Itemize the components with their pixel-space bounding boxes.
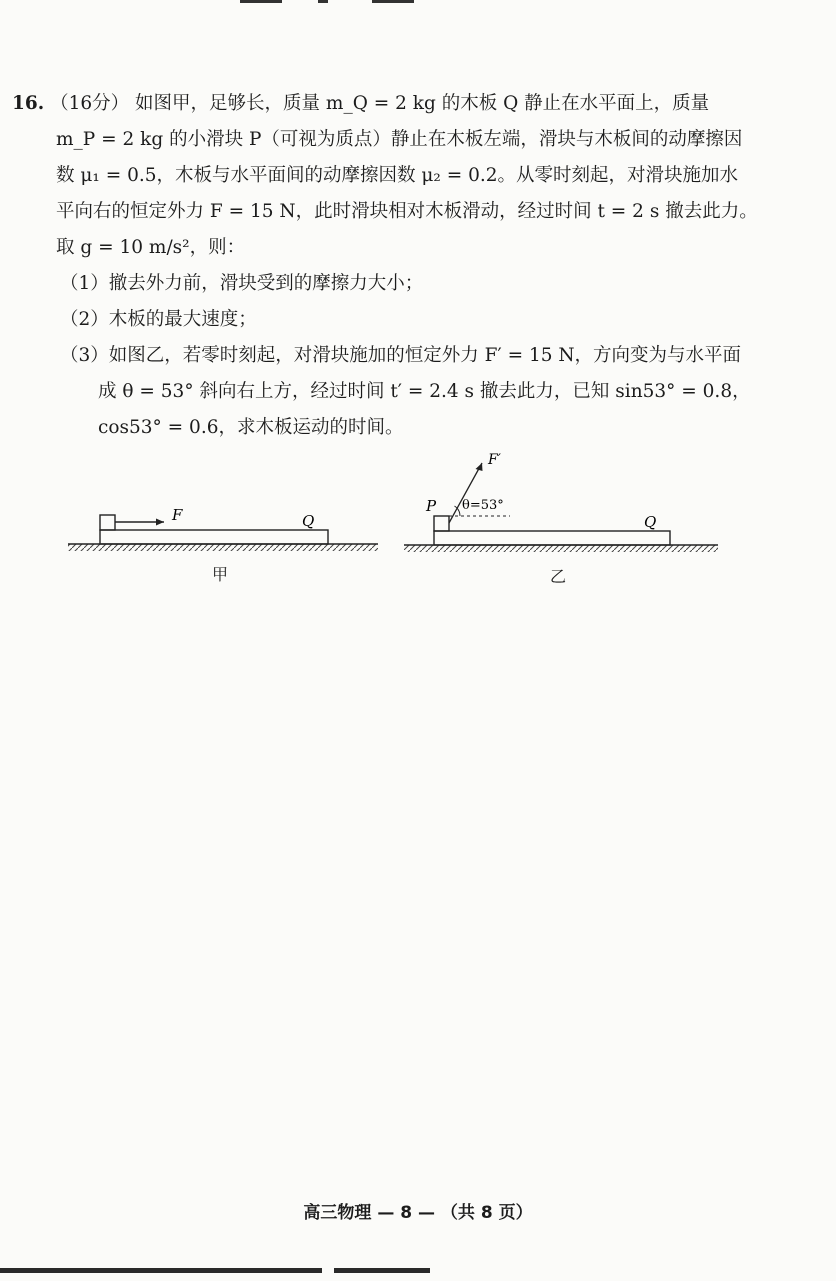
question-points: （16分） [50, 93, 130, 114]
figure-b-caption: 乙 [550, 567, 567, 586]
question-line-5: 取 g = 10 m/s²，则： [56, 237, 246, 258]
page-footer: 高三物理 — 8 — （共 8 页） [303, 1203, 533, 1223]
force-label: F′ [488, 452, 501, 468]
board-q [434, 531, 670, 545]
block-p [434, 516, 449, 531]
board-label: Q [644, 513, 657, 531]
sub-question-2: （2）木板的最大速度； [60, 309, 257, 330]
block-label: P [426, 497, 437, 515]
figure-a-caption: 甲 [212, 565, 229, 584]
force-label: F [172, 506, 183, 524]
force-arrowhead [156, 519, 164, 526]
question-line-1 [12, 86, 802, 122]
sub-question-1: （1）撤去外力前，滑块受到的摩擦力大小； [60, 273, 424, 294]
sub-question-3-line-3: cos53° = 0.6，求木板运动的时间。 [98, 417, 404, 438]
question-line-2: m_P = 2 kg 的小滑块 P（可视为质点）静止在木板左端，滑块与木板间的动摩擦因 [56, 129, 743, 150]
board-label: Q [302, 512, 315, 530]
ground-hatch [68, 544, 378, 551]
force-arrow [449, 463, 482, 523]
figure-a [60, 500, 390, 560]
figure-b [398, 448, 728, 560]
sub-question-3-line-1: （3）如图乙，若零时刻起，对滑块施加的恒定外力 F′ = 15 N，方向变为与水平面 [60, 345, 742, 366]
question-text-1: 如图甲，足够长，质量 m_Q = 2 kg 的木板 Q 静止在水平面上，质量 [135, 93, 710, 114]
board-q [100, 530, 328, 544]
scan-edge-bottom [0, 1268, 836, 1274]
force-arrowhead [476, 463, 483, 471]
question-16 [12, 86, 802, 446]
angle-label: θ=53° [462, 498, 504, 513]
block-p [100, 515, 115, 530]
question-line-3: 数 μ₁ = 0.5，木板与水平面间的动摩擦因数 μ₂ = 0.2。从零时刻起，对滑块施加水 [56, 165, 739, 186]
question-number: 16. [12, 93, 45, 114]
question-line-4: 平向右的恒定外力 F = 15 N，此时滑块相对木板滑动，经过时间 t = 2 s 撤去此力。 [56, 201, 758, 222]
sub-question-3-line-2: 成 θ = 53° 斜向右上方，经过时间 t′ = 2.4 s 撤去此力，已知 sin53° = 0.8， [98, 381, 751, 402]
ground-hatch [404, 545, 718, 552]
